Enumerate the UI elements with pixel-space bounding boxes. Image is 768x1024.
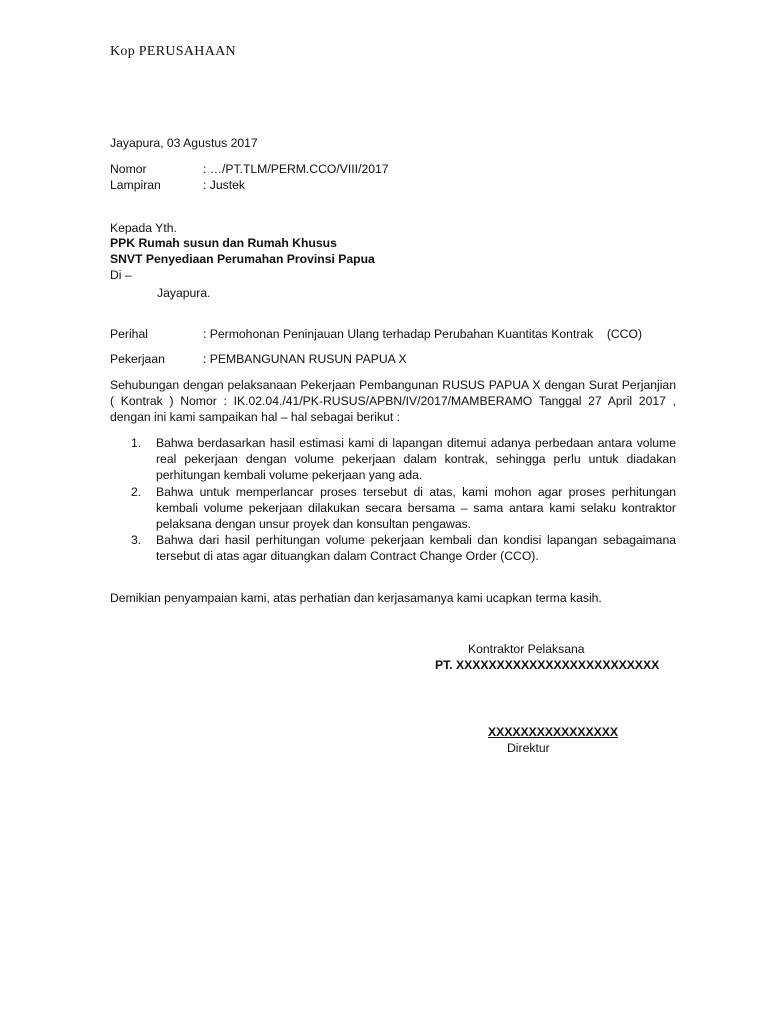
lampiran-value: : Justek bbox=[203, 178, 245, 192]
closing-paragraph: Demikian penyampaian kami, atas perhatian dan kerjasamanya kami ucapkan terma kasih. bbox=[110, 591, 602, 605]
recipient-line1: PPK Rumah susun dan Rumah Khusus bbox=[110, 236, 337, 250]
pekerjaan-label: Pekerjaan bbox=[110, 352, 165, 366]
place-date: Jayapura, 03 Agustus 2017 bbox=[110, 136, 258, 150]
nomor-value: : …/PT.TLM/PERM.CCO/VIII/2017 bbox=[203, 162, 389, 176]
list-item bbox=[110, 532, 676, 564]
list-item-number: 1. bbox=[131, 436, 142, 450]
nomor-label: Nomor bbox=[110, 162, 147, 176]
list-item-text: Bahwa dari hasil perhitungan volume pekerjaan kembali dan kondisi lapangan sebagaimana tersebut di atas agar dituangkan dalam Contract Change Order (CCO). bbox=[156, 533, 676, 564]
list-item-number: 2. bbox=[131, 484, 142, 499]
list-item bbox=[110, 435, 676, 484]
points-list bbox=[110, 435, 676, 565]
list-item-number: 3. bbox=[131, 533, 142, 548]
pekerjaan-value: : PEMBANGUNAN RUSUN PAPUA X bbox=[203, 352, 407, 366]
list-item-text: Bahwa berdasarkan hasil estimasi kami di lapangan ditemui adanya perbedaan antara volume real pekerjaan dengan volume pekerjaan dalam kontrak, sehingga perlu untuk diadakan perhitungan kembali volume pekerjaan yang ada. bbox=[156, 436, 676, 483]
list-item-text: Bahwa untuk memperlancar proses tersebut di atas, kami mohon agar proses perhitungan kembali volume pekerjaan dilakukan secara bersama – sama antara kami selaku kontraktor pelaksana dengan unsur proyek dan konsultan pengawas. bbox=[156, 484, 676, 532]
signature-role: Kontraktor Pelaksana bbox=[468, 642, 585, 656]
perihal-label: Perihal bbox=[110, 327, 148, 341]
signature-company: PT. XXXXXXXXXXXXXXXXXXXXXXXXX bbox=[435, 658, 660, 672]
recipient-salutation: Kepada Yth. bbox=[110, 221, 177, 235]
recipient-city: Jayapura. bbox=[157, 286, 211, 300]
list-item bbox=[110, 484, 676, 533]
intro-paragraph: Sehubungan dengan pelaksanaan Pekerjaan Pembangunan RUSUS PAPUA X dengan Surat Perjanjian ( Kontrak ) Nomor : IK.02.04./41/PK-RUSUS/APBN/IV/2017/MAMBERAMO Tanggal 27 April 2017 , dengan ini kami sampaikan hal – hal sebagai berikut : bbox=[110, 378, 676, 424]
perihal-value: : Permohonan Peninjauan Ulang terhadap Perubahan Kuantitas Kontrak (CCO) bbox=[203, 327, 643, 341]
signature-name: XXXXXXXXXXXXXXXX bbox=[488, 725, 619, 739]
letterhead: Kop PERUSAHAAN bbox=[110, 44, 236, 59]
lampiran-label: Lampiran bbox=[110, 178, 161, 192]
recipient-di: Di – bbox=[110, 268, 132, 282]
signature-title: Direktur bbox=[507, 741, 550, 755]
recipient-line2: SNVT Penyediaan Perumahan Provinsi Papua bbox=[110, 252, 375, 266]
